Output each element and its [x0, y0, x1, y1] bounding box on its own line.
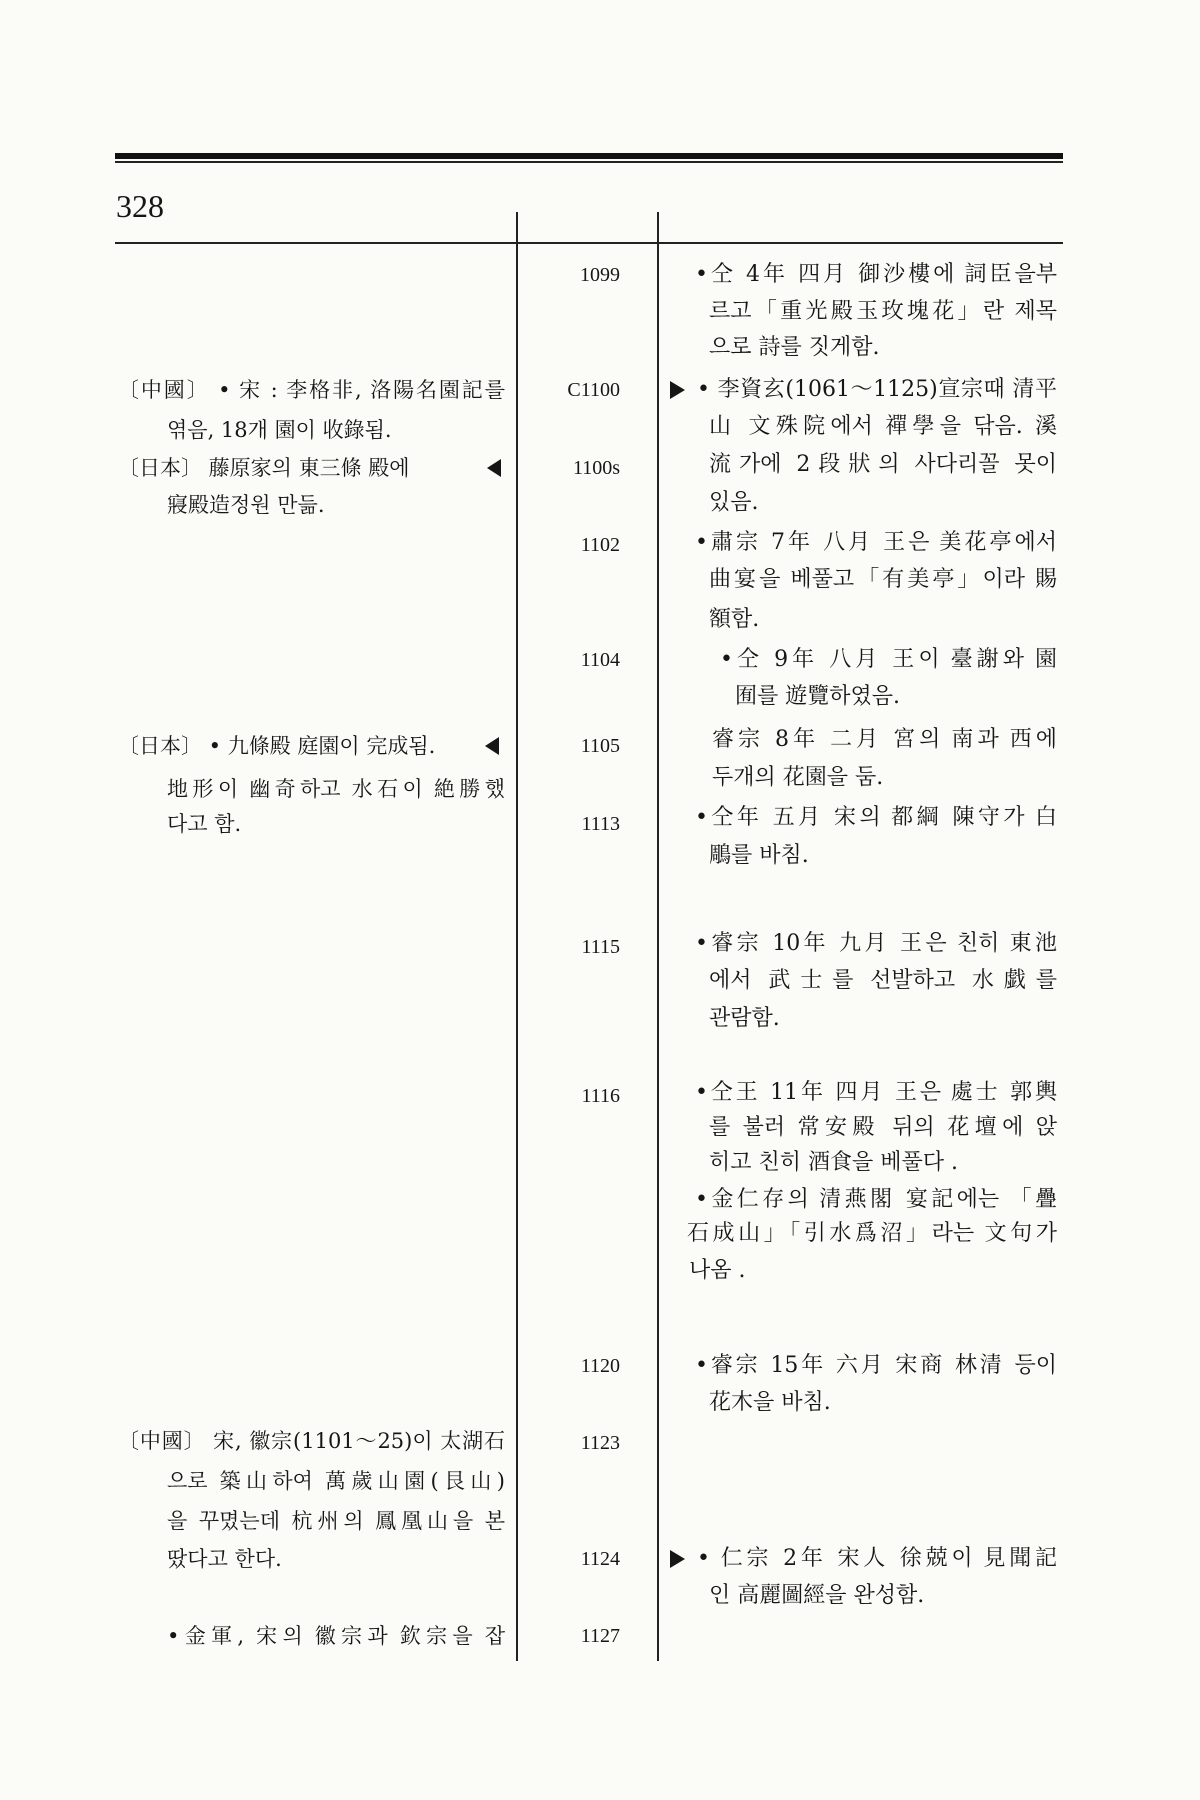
korea-entry-line: •仝 4年 四月 御沙樓에 詞臣을부	[695, 262, 1057, 287]
left-arrow-icon	[485, 737, 499, 755]
year-label: 1099	[580, 264, 620, 286]
world-entry-line: 〔中國〕 • 宋 : 李格非, 洛陽名園記를	[118, 378, 505, 402]
korea-entry-line: 花木을 바침.	[709, 1390, 831, 1415]
korea-entry-line: 囿를 遊覽하였음.	[735, 684, 900, 709]
world-entry-line: 〔中國〕 宋, 徽宗(1101～25)이 太湖石	[118, 1429, 505, 1453]
korea-entry-line: 나옴 .	[689, 1258, 746, 1283]
year-label: 1116	[581, 1085, 620, 1107]
korea-entry-line: • 仁宗 2年 宋人 徐兢이 見聞記	[697, 1546, 1057, 1571]
right-arrow-icon	[670, 1550, 685, 1568]
korea-entry-line: 鵰를 바침.	[709, 843, 809, 868]
korea-entry-line: •仝王 11年 四月 王은 處士 郭輿	[695, 1080, 1057, 1105]
world-entry-line: 〔日本〕 • 九條殿 庭園이 完成됨.	[118, 734, 436, 758]
year-label: 1113	[581, 813, 620, 835]
korea-entry-line: 인 高麗圖經을 완성함.	[709, 1583, 925, 1608]
right-arrow-icon	[670, 381, 685, 399]
korea-entry-line: 히고 친히 酒食을 베풀다 .	[709, 1150, 958, 1175]
korea-entry-line: 山 文殊院에서 禪學을 닦음. 溪	[709, 414, 1057, 439]
korea-entry-line: 를 불러 常安殿 뒤의 花壇에 앉	[709, 1115, 1057, 1140]
korea-entry-line: 르고「重光殿玉玫塊花」란 제목	[709, 299, 1057, 324]
top-thick-rule	[115, 153, 1063, 159]
world-entry-line: 寢殿造정원 만듦.	[167, 493, 325, 517]
korea-entry-line: 睿宗 8年 二月 宮의 南과 西에	[712, 727, 1057, 752]
world-entry-line: 地形이 幽奇하고 水石이 絶勝했	[167, 777, 505, 801]
year-label: 1115	[581, 936, 620, 958]
year-label: C1100	[567, 379, 620, 401]
year-label: 1100s	[572, 457, 620, 479]
page-number: 328	[116, 188, 164, 224]
world-entry-line: 을 꾸몄는데 杭州의 鳳凰山을 본	[167, 1509, 505, 1533]
korea-entry-line: 관람함.	[709, 1006, 780, 1031]
korea-entry-line: 曲宴을 베풀고「有美亭」이라 賜	[709, 567, 1057, 592]
korea-entry-line: • 李資玄(1061～1125)宣宗때 清平	[697, 377, 1057, 402]
year-label: 1105	[580, 735, 620, 757]
year-label: 1102	[580, 534, 620, 556]
korea-entry-line: •仝年 五月 宋의 都綱 陳守가 白	[695, 805, 1057, 830]
header-rule	[115, 242, 1063, 244]
korea-entry-line: 에서 武士를 선발하고 水戯를	[709, 968, 1057, 993]
year-label: 1124	[580, 1548, 620, 1570]
korea-entry-line: •仝 9年 八月 王이 臺謝와 園	[720, 647, 1057, 672]
world-entry-line: 땄다고 한다.	[167, 1547, 282, 1571]
world-entry-line: 엮음, 18개 園이 收錄됨.	[167, 418, 392, 442]
world-entry-line: 다고 함.	[167, 812, 242, 836]
korea-entry-line: •肅宗 7年 八月 王은 美花亭에서	[695, 530, 1057, 555]
world-entry-line: 〔日本〕 藤原家의 東三條 殿에	[118, 456, 410, 480]
top-thin-rule	[115, 161, 1063, 163]
left-arrow-icon	[487, 459, 501, 477]
korea-entry-line: 流가에 2段狀의 사다리꼴 못이	[709, 452, 1057, 477]
world-entry-line: •金軍, 宋의 徽宗과 欽宗을 잡	[167, 1624, 505, 1648]
korea-entry-line: •睿宗 10年 九月 王은 친히 東池	[695, 931, 1057, 956]
world-entry-line: 으로 築山하여 萬歲山園(艮山)	[167, 1469, 505, 1493]
korea-entry-line: •金仁存의 清燕閣 宴記에는 「疊	[695, 1187, 1057, 1212]
year-label: 1120	[580, 1355, 620, 1377]
korea-entry-line: •睿宗 15年 六月 宋商 林清 등이	[695, 1353, 1057, 1378]
korea-entry-line: 있음.	[709, 490, 759, 515]
korea-entry-line: 額함.	[709, 607, 760, 632]
korea-entry-line: 으로 詩를 짓게함.	[709, 335, 880, 360]
column-divider-left	[516, 212, 518, 1661]
year-label: 1127	[580, 1625, 620, 1647]
korea-entry-line: 두개의 花園을 둠.	[712, 765, 884, 790]
year-label: 1104	[580, 649, 620, 671]
korea-entry-line: 石成山」「引水爲沼」라는 文句가	[687, 1221, 1057, 1246]
column-divider-right	[657, 212, 659, 1661]
year-label: 1123	[580, 1432, 620, 1454]
